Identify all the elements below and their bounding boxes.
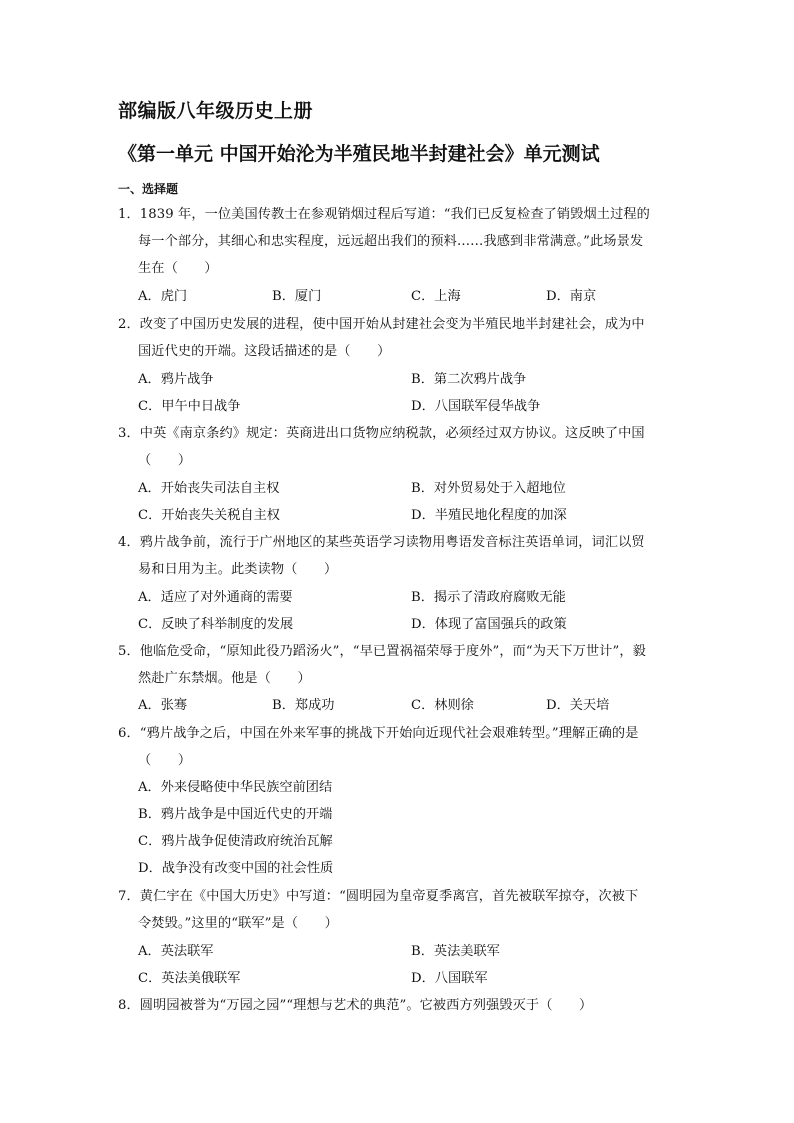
option-d: D．战争没有改变中国的社会性质 bbox=[138, 861, 334, 876]
option-a: A．鸦片战争 bbox=[138, 372, 214, 387]
option-d: D．八国联军 bbox=[411, 971, 488, 986]
option-c: C．林则徐 bbox=[411, 698, 474, 713]
question-text: （ ） bbox=[138, 753, 192, 768]
option-a: A．开始丧失司法自主权 bbox=[138, 481, 280, 496]
question-text: 4．鸦片战争前，流行于广州地区的某些英语学习读物用粤语发音标注英语单词，词汇以贸 bbox=[118, 535, 645, 550]
option-c: C．英法美俄联军 bbox=[138, 971, 241, 986]
option-d: D．八国联军侵华战争 bbox=[411, 399, 541, 414]
option-b: B．第二次鸦片战争 bbox=[411, 372, 527, 387]
question-text: 3．中英《南京条约》规定：英商进出口货物应纳税款，必须经过双方协议。这反映了中国 bbox=[118, 426, 645, 441]
document-subtitle: 《第一单元 中国开始沦为半殖民地半封建社会》单元测试 bbox=[118, 143, 600, 165]
option-b: B．郑成功 bbox=[272, 698, 335, 713]
option-d: D．关天培 bbox=[546, 698, 610, 713]
option-a: A．适应了对外通商的需要 bbox=[138, 590, 293, 605]
option-c: C．鸦片战争促使清政府统治瓦解 bbox=[138, 834, 333, 849]
question-text: 令焚毁。”这里的“联军”是（ ） bbox=[138, 916, 338, 931]
question-text: （ ） bbox=[138, 453, 192, 468]
question-text: 5．他临危受命，“原知此役乃蹈汤火”，“早已置祸福荣辱于度外”，而“为天下万世计”，毅 bbox=[118, 644, 646, 659]
option-a: A．虎门 bbox=[138, 289, 188, 304]
option-b: B．揭示了清政府腐败无能 bbox=[411, 590, 566, 605]
option-a: A．外来侵略使中华民族空前团结 bbox=[138, 780, 333, 795]
question-text: 1．1839 年，一位美国传教士在参观销烟过程后写道：“我们已反复检查了销毁烟土过程的 bbox=[118, 207, 650, 222]
question-text: 每一个部分，其细心和忠实程度，远远超出我们的预料……我感到非常满意。”此场景发 bbox=[138, 234, 644, 249]
question-text: 易和日用为主。此类读物（ ） bbox=[138, 562, 338, 577]
option-b: B．对外贸易处于入超地位 bbox=[411, 481, 566, 496]
question-text: 8．圆明园被誉为“万园之园”“理想与艺术的典范”。它被西方列强毁灭于（ ） bbox=[118, 998, 593, 1013]
option-d: D．半殖民地化程度的加深 bbox=[411, 508, 567, 523]
option-d: D．体现了富国强兵的政策 bbox=[411, 617, 567, 632]
option-c: C．甲午中日战争 bbox=[138, 399, 241, 414]
option-d: D．南京 bbox=[546, 289, 597, 304]
document-title: 部编版八年级历史上册 bbox=[118, 100, 314, 122]
option-c: C．反映了科举制度的发展 bbox=[138, 617, 294, 632]
option-b: B．厦门 bbox=[272, 289, 322, 304]
option-a: A．英法联军 bbox=[138, 944, 214, 959]
option-c: C．开始丧失关税自主权 bbox=[138, 508, 280, 523]
question-text: 2．改变了中国历史发展的进程，使中国开始从封建社会变为半殖民地半封建社会，成为中 bbox=[118, 317, 645, 332]
question-text: 6．“鸦片战争之后，中国在外来军事的挑战下开始向近现代社会艰难转型。”理解正确的是 bbox=[118, 726, 639, 741]
option-b: B．英法美联军 bbox=[411, 944, 500, 959]
question-text: 然赴广东禁烟。他是（ ） bbox=[138, 671, 311, 686]
option-c: C．上海 bbox=[411, 289, 461, 304]
question-text: 7．黄仁宇在《中国大历史》中写道：“圆明园为皇帝夏季离宫，首先被联军掠夺，次被下 bbox=[118, 889, 639, 904]
section-heading: 一、选择题 bbox=[118, 182, 179, 196]
question-text: 生在（ ） bbox=[138, 261, 218, 276]
option-b: B．鸦片战争是中国近代史的开端 bbox=[138, 807, 333, 822]
option-a: A．张骞 bbox=[138, 698, 188, 713]
question-text: 国近代史的开端。这段话描述的是（ ） bbox=[138, 344, 391, 359]
